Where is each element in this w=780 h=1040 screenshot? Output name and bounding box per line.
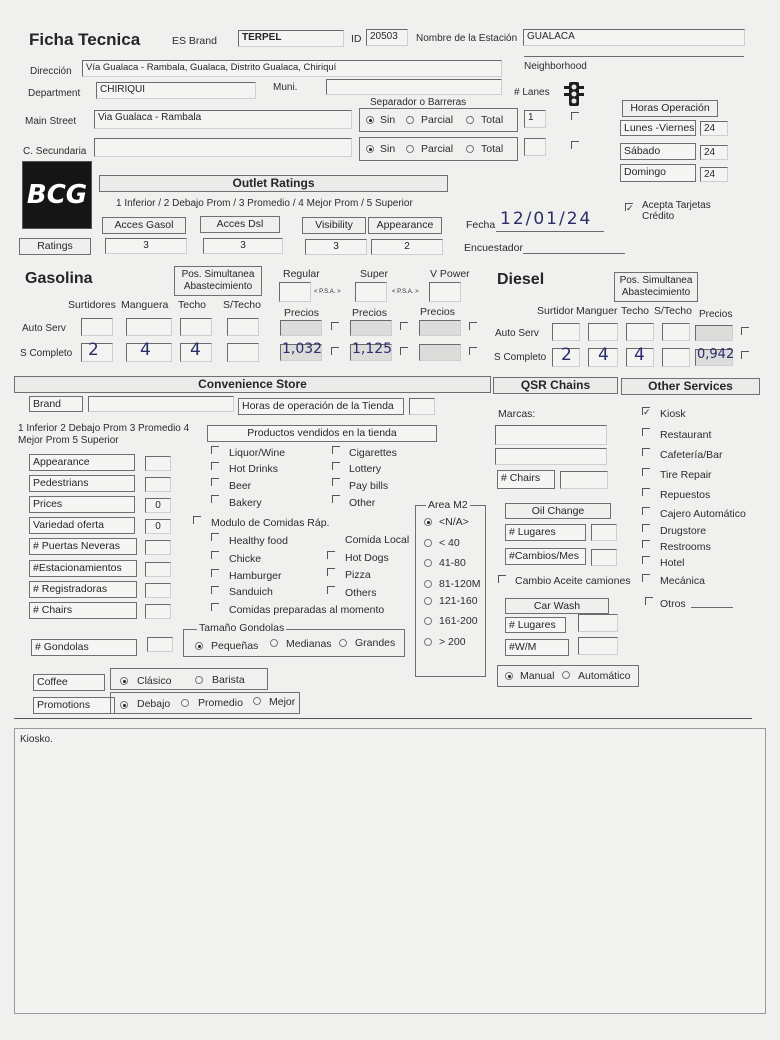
food-others-label: Others bbox=[345, 587, 377, 599]
service-restrooms-label: Restrooms bbox=[660, 541, 711, 553]
super-psa-box[interactable] bbox=[355, 282, 387, 302]
regular-psa-box[interactable] bbox=[279, 282, 311, 302]
food-hamburger-checkbox[interactable] bbox=[211, 569, 219, 577]
diesel-techo-label: Techo bbox=[621, 305, 650, 317]
product-beer-checkbox[interactable] bbox=[211, 478, 219, 486]
separator-1-parcial-radio[interactable] bbox=[406, 116, 414, 124]
regular-label: Regular bbox=[283, 268, 320, 280]
gas-completo-price-vpower[interactable] bbox=[419, 344, 461, 361]
food-preparadas-checkbox[interactable] bbox=[211, 603, 219, 611]
gas-auto-stecho[interactable] bbox=[227, 318, 259, 336]
coffee-label: Coffee bbox=[33, 674, 105, 691]
separator-1-sin-label: Sin bbox=[380, 114, 396, 126]
product-lottery-checkbox[interactable] bbox=[332, 462, 340, 470]
diesel-precios-label: Precios bbox=[699, 309, 733, 320]
diesel-auto-surtidor[interactable] bbox=[552, 323, 580, 341]
diesel-pos-simultanea-button[interactable]: Pos. Simultanea Abastecimiento bbox=[614, 272, 698, 302]
gondola-size-label: Tamaño Gondolas bbox=[199, 622, 285, 634]
diesel-auto-stecho[interactable] bbox=[662, 323, 690, 341]
product-paybills-label: Pay bills bbox=[349, 480, 389, 492]
visibility-field[interactable]: 3 bbox=[305, 239, 367, 255]
store-hours-label: Horas de operación de la Tienda bbox=[238, 398, 404, 415]
lanes-field-2[interactable] bbox=[524, 138, 546, 156]
gas-auto-price-super[interactable] bbox=[350, 320, 392, 336]
brand-field[interactable]: TERPEL bbox=[238, 30, 344, 47]
product-other-checkbox[interactable] bbox=[332, 495, 340, 503]
gas-pos-simultanea-button[interactable]: Pos. Simultanea Abastecimiento bbox=[174, 266, 262, 296]
product-lottery-label: Lottery bbox=[349, 463, 382, 475]
appearance-field[interactable]: 2 bbox=[371, 239, 443, 255]
product-bakery-label: Bakery bbox=[229, 497, 262, 509]
gas-auto-check-super[interactable] bbox=[400, 322, 408, 330]
food-chicke-label: Chicke bbox=[229, 553, 262, 565]
gas-completo-techo-value: 4 bbox=[190, 340, 201, 360]
promo-promedio-radio[interactable] bbox=[181, 699, 189, 707]
gas-price-regular-value: 1,032 bbox=[282, 341, 323, 357]
service-drugstore-checkbox[interactable] bbox=[642, 524, 650, 532]
encuestador-label: Encuestador bbox=[464, 242, 523, 254]
separator-2-parcial-label: Parcial bbox=[421, 143, 454, 155]
service-kiosk-checkbox[interactable]: ✓ bbox=[643, 407, 651, 417]
product-liquor-checkbox[interactable] bbox=[211, 446, 219, 454]
service-hotel-checkbox[interactable] bbox=[642, 556, 650, 564]
stecho-label: S/Techo bbox=[223, 299, 261, 311]
store-prices-label: Prices bbox=[29, 496, 135, 513]
gas-auto-techo[interactable] bbox=[180, 318, 212, 336]
id-field[interactable]: 20503 bbox=[366, 29, 408, 46]
store-appearance-field[interactable] bbox=[145, 456, 171, 471]
gas-completo-check-regular[interactable] bbox=[331, 347, 339, 355]
gas-completo-check-vpower[interactable] bbox=[469, 347, 477, 355]
gas-auto-serv-label: Auto Serv bbox=[22, 323, 66, 334]
service-tire-checkbox[interactable] bbox=[642, 468, 650, 476]
product-other-label: Other bbox=[349, 497, 376, 509]
store-puertas-field[interactable] bbox=[145, 540, 171, 555]
promotions-label: Promotions bbox=[33, 697, 115, 714]
service-otros-line bbox=[691, 607, 733, 608]
store-pedestrians-field[interactable] bbox=[145, 477, 171, 492]
service-repuestos-checkbox[interactable] bbox=[642, 488, 650, 496]
muni-label: Muni. bbox=[273, 82, 298, 93]
diesel-completo-surtidor-value: 2 bbox=[561, 345, 572, 365]
wash-lugares-label: # Lugares bbox=[505, 617, 566, 633]
gas-completo-surtidores-value: 2 bbox=[88, 340, 99, 360]
product-bakery-checkbox[interactable] bbox=[211, 495, 219, 503]
area-na-label: <N/A> bbox=[439, 516, 469, 528]
car-wash-button[interactable]: Car Wash bbox=[505, 598, 609, 614]
store-prices-field[interactable]: 0 bbox=[145, 498, 171, 513]
notes-text: Kiosko. bbox=[20, 734, 53, 745]
diesel-auto-price[interactable] bbox=[695, 325, 733, 341]
service-mecanica-label: Mecánica bbox=[660, 575, 705, 587]
sunday-hours-field[interactable]: 24 bbox=[700, 167, 728, 182]
service-cafeteria-label: Cafetería/Bar bbox=[660, 449, 723, 461]
ratings-button[interactable]: Ratings bbox=[19, 238, 91, 255]
area-na-radio[interactable] bbox=[424, 518, 432, 526]
diesel-s-completo-label: S Completo bbox=[494, 352, 547, 363]
gas-completo-check-super[interactable] bbox=[400, 347, 408, 355]
gas-auto-surtidores[interactable] bbox=[81, 318, 113, 336]
store-registradoras-label: # Registradoras bbox=[29, 581, 137, 598]
gas-auto-price-regular[interactable] bbox=[280, 320, 322, 336]
gas-completo-stecho[interactable] bbox=[227, 343, 259, 362]
marcas-field-2[interactable] bbox=[495, 448, 607, 465]
surtidores-label: Surtidores bbox=[68, 299, 116, 311]
cambio-aceite-label: Cambio Aceite camiones bbox=[515, 575, 631, 587]
separator-1-sin-radio[interactable] bbox=[366, 116, 374, 124]
wash-automatico-label: Automático bbox=[578, 670, 631, 682]
convenience-store-header: Convenience Store bbox=[14, 376, 491, 393]
product-hotdrinks-checkbox[interactable] bbox=[211, 462, 219, 470]
oil-lugares-field[interactable] bbox=[591, 524, 617, 541]
store-rating-scale: 1 Inferior 2 Debajo Prom 3 Promedio 4 Mejor Prom 5 Superior bbox=[18, 423, 190, 446]
lanes-label: # Lanes bbox=[514, 87, 550, 98]
store-pedestrians-label: Pedestrians bbox=[29, 475, 135, 492]
gondola-grandes-label: Grandes bbox=[355, 637, 396, 649]
super-label: Super bbox=[360, 268, 389, 280]
service-restaurant-checkbox[interactable] bbox=[642, 428, 650, 436]
gas-completo-manguera-value: 4 bbox=[140, 340, 151, 360]
diesel-auto-serv-label: Auto Serv bbox=[495, 328, 539, 339]
diesel-title: Diesel bbox=[497, 271, 545, 288]
food-others-checkbox[interactable] bbox=[327, 586, 335, 594]
brand-label: ES Brand bbox=[172, 35, 217, 47]
diesel-completo-check[interactable] bbox=[741, 351, 749, 359]
service-repuestos-label: Repuestos bbox=[660, 489, 711, 501]
fecha-handwritten[interactable]: 12/01/24 bbox=[500, 209, 593, 229]
service-drugstore-label: Drugstore bbox=[660, 525, 707, 537]
precios-label-1: Precios bbox=[284, 307, 320, 319]
store-puertas-label: # Puertas Neveras bbox=[29, 538, 137, 555]
manguera-label: Manguera bbox=[121, 299, 169, 311]
fecha-line bbox=[496, 231, 604, 232]
marcas-label: Marcas: bbox=[498, 408, 536, 420]
service-hotel-label: Hotel bbox=[660, 557, 685, 569]
product-hotdrinks-label: Hot Drinks bbox=[229, 463, 279, 475]
separator-1-parcial-label: Parcial bbox=[421, 114, 454, 126]
wash-automatico-radio[interactable] bbox=[562, 671, 570, 679]
gas-price-super-value: 1,125 bbox=[352, 341, 393, 357]
diesel-auto-check[interactable] bbox=[741, 327, 749, 335]
separator-1-total-radio[interactable] bbox=[466, 116, 474, 124]
diesel-stecho-label: S/Techo bbox=[654, 305, 692, 317]
products-label: Productos vendidos en la tienda bbox=[207, 425, 437, 442]
area-161-200-label: 161-200 bbox=[439, 615, 478, 627]
address-field[interactable]: Vía Gualaca - Rambala, Gualaca, Distrito Gualaca, Chiriquí bbox=[82, 60, 502, 77]
diesel-completo-stecho[interactable] bbox=[662, 348, 690, 367]
store-chairs-field[interactable] bbox=[145, 604, 171, 619]
food-hotdogs-label: Hot Dogs bbox=[345, 552, 389, 564]
gas-auto-manguera[interactable] bbox=[126, 318, 172, 336]
service-cafeteria-checkbox[interactable] bbox=[642, 448, 650, 456]
product-paybills-checkbox[interactable] bbox=[332, 478, 340, 486]
store-brand-label: Brand bbox=[29, 396, 83, 412]
bcg-logo bbox=[22, 161, 92, 229]
product-liquor-label: Liquor/Wine bbox=[229, 447, 286, 459]
modulo-comidas-label: Modulo de Comidas Ráp. bbox=[211, 517, 330, 529]
psa-label-2: < P.S.A. > bbox=[392, 289, 419, 295]
marcas-field-1[interactable] bbox=[495, 425, 607, 445]
food-healthy-checkbox[interactable] bbox=[211, 533, 219, 541]
bcg-logo-text: BCG bbox=[26, 180, 88, 210]
separator-1-total-label: Total bbox=[481, 114, 504, 126]
secondary-street-field[interactable] bbox=[94, 138, 352, 157]
coffee-clasico-label: Clásico bbox=[137, 675, 172, 687]
diesel-manguer-label: Manguer bbox=[576, 305, 618, 317]
encuestador-line bbox=[523, 253, 625, 254]
service-tire-label: Tire Repair bbox=[660, 469, 712, 481]
product-cigarettes-checkbox[interactable] bbox=[332, 446, 340, 454]
diesel-auto-manguer[interactable] bbox=[588, 323, 618, 341]
coffee-barista-radio[interactable] bbox=[195, 676, 203, 684]
service-otros-label: Otros bbox=[660, 598, 686, 610]
store-gondolas-label: # Gondolas bbox=[31, 639, 137, 656]
appearance-button[interactable]: Appearance bbox=[368, 217, 442, 234]
gas-auto-price-vpower[interactable] bbox=[419, 320, 461, 336]
gas-s-completo-label: S Completo bbox=[20, 348, 73, 359]
id-label: ID bbox=[351, 33, 362, 45]
food-hamburger-label: Hamburger bbox=[229, 570, 282, 582]
diesel-completo-manguer-value: 4 bbox=[598, 345, 609, 365]
store-hours-field[interactable] bbox=[409, 398, 435, 415]
hours-operation-button[interactable]: Horas Operación bbox=[622, 100, 718, 117]
service-kiosk-label: Kiosk bbox=[660, 408, 686, 420]
gondola-pequenas-label: Pequeñas bbox=[211, 640, 259, 652]
oil-cambios-field[interactable] bbox=[591, 549, 617, 566]
area-161-200-radio[interactable] bbox=[424, 617, 432, 625]
saturday-label: Sábado bbox=[620, 143, 696, 160]
acces-gasol-button[interactable]: Acces Gasol bbox=[102, 217, 186, 234]
area-41-80-label: 41-80 bbox=[439, 557, 466, 569]
service-cajero-label: Cajero Automático bbox=[660, 508, 746, 520]
outlet-ratings-header: Outlet Ratings bbox=[99, 175, 448, 192]
product-cigarettes-label: Cigarettes bbox=[349, 447, 397, 459]
vpower-psa-box[interactable] bbox=[429, 282, 461, 302]
techo-label: Techo bbox=[178, 299, 207, 311]
diesel-price-value: 0,942 bbox=[697, 347, 735, 362]
separator-2-parcial-radio[interactable] bbox=[406, 145, 414, 153]
store-appearance-label: Appearance bbox=[29, 454, 135, 471]
service-restaurant-label: Restaurant bbox=[660, 429, 712, 441]
food-sanduich-label: Sanduich bbox=[229, 586, 273, 598]
store-registradoras-field[interactable] bbox=[145, 583, 171, 598]
station-name-field[interactable]: GUALACA bbox=[523, 29, 745, 46]
gondola-pequenas-radio[interactable] bbox=[195, 642, 203, 650]
ratings-scale: 1 Inferior / 2 Debajo Prom / 3 Promedio / 4 Mejor Prom / 5 Superior bbox=[116, 198, 413, 209]
sunday-label: Domingo bbox=[620, 164, 696, 182]
modulo-comidas-checkbox[interactable] bbox=[193, 516, 201, 524]
precios-label-2: Precios bbox=[352, 307, 388, 319]
area-lt40-radio[interactable] bbox=[424, 539, 432, 547]
area-121-160-label: 121-160 bbox=[439, 595, 478, 607]
gondola-medianas-radio[interactable] bbox=[270, 639, 278, 647]
neighborhood-label: Neighborhood bbox=[524, 61, 587, 72]
weekdays-label: Lunes -Viernes bbox=[620, 120, 696, 136]
coffee-barista-label: Barista bbox=[212, 674, 245, 686]
wash-lugares-field[interactable] bbox=[578, 614, 618, 632]
food-pizza-checkbox[interactable] bbox=[327, 568, 335, 576]
traffic-light-icon bbox=[562, 80, 586, 108]
comida-local-label: Comida Local bbox=[345, 534, 410, 546]
fecha-label: Fecha bbox=[466, 219, 496, 231]
precios-label-3: Precios bbox=[420, 306, 456, 318]
area-gt200-label: > 200 bbox=[439, 636, 466, 648]
vpower-label: V Power bbox=[430, 268, 470, 280]
wash-wm-label: #W/M bbox=[505, 639, 569, 656]
area-label: Area M2 bbox=[428, 499, 468, 511]
credit-card-label: Acepta Tarjetas Crédito bbox=[642, 200, 711, 222]
main-street-label: Main Street bbox=[25, 116, 77, 127]
diesel-surtidor-label: Surtidor bbox=[537, 305, 574, 317]
area-lt40-label: < 40 bbox=[439, 537, 460, 549]
acces-gasol-field[interactable]: 3 bbox=[105, 238, 187, 254]
gondola-medianas-label: Medianas bbox=[286, 638, 332, 650]
lanes-field-1[interactable]: 1 bbox=[524, 110, 546, 128]
qsr-chairs-field[interactable] bbox=[560, 471, 608, 489]
food-preparadas-label: Comidas preparadas al momento bbox=[229, 604, 385, 616]
diesel-completo-techo-value: 4 bbox=[634, 345, 645, 365]
qsr-chairs-label: # Chairs bbox=[497, 470, 555, 489]
lanes-checkbox-1[interactable] bbox=[571, 112, 579, 120]
food-chicke-checkbox[interactable] bbox=[211, 551, 219, 559]
separator-2-sin-radio[interactable] bbox=[366, 145, 374, 153]
separator-label: Separador o Barreras bbox=[370, 97, 467, 108]
promo-promedio-label: Promedio bbox=[198, 697, 243, 709]
separator-2-total-label: Total bbox=[481, 143, 504, 155]
department-field[interactable]: CHIRIQUI bbox=[96, 82, 256, 99]
oil-lugares-label: # Lugares bbox=[505, 524, 586, 541]
diesel-auto-techo[interactable] bbox=[626, 323, 654, 341]
store-gondolas-field[interactable] bbox=[147, 637, 173, 652]
store-variedad-label: Variedad oferta bbox=[29, 517, 135, 534]
oil-cambios-label: #Cambios/Mes bbox=[505, 548, 586, 565]
promo-debajo-label: Debajo bbox=[137, 698, 171, 710]
saturday-hours-field[interactable]: 24 bbox=[700, 145, 728, 160]
main-street-field[interactable]: Via Gualaca - Rambala bbox=[94, 110, 352, 129]
gas-auto-check-regular[interactable] bbox=[331, 322, 339, 330]
store-estacionamientos-field[interactable] bbox=[145, 562, 171, 577]
gondola-grandes-radio[interactable] bbox=[339, 639, 347, 647]
notes-area[interactable] bbox=[14, 728, 766, 1014]
coffee-clasico-radio[interactable] bbox=[120, 677, 128, 685]
weekdays-hours-field[interactable]: 24 bbox=[700, 121, 728, 136]
service-cajero-checkbox[interactable] bbox=[642, 507, 650, 515]
secondary-street-label: C. Secundaria bbox=[23, 146, 87, 157]
product-beer-label: Beer bbox=[229, 480, 252, 492]
promo-mejor-radio[interactable] bbox=[253, 697, 261, 705]
gasolina-title: Gasolina bbox=[25, 270, 93, 287]
promo-debajo-radio[interactable] bbox=[120, 701, 128, 709]
area-gt200-radio[interactable] bbox=[424, 638, 432, 646]
store-chairs-label: # Chairs bbox=[29, 602, 137, 619]
department-label: Department bbox=[28, 88, 81, 99]
store-brand-field[interactable] bbox=[88, 396, 234, 412]
service-mecanica-checkbox[interactable] bbox=[642, 574, 650, 582]
separator-2-total-radio[interactable] bbox=[466, 145, 474, 153]
food-pizza-label: Pizza bbox=[345, 569, 371, 581]
qsr-chains-header: QSR Chains bbox=[493, 377, 618, 394]
area-41-80-radio[interactable] bbox=[424, 559, 432, 567]
notes-divider bbox=[14, 718, 752, 719]
wash-wm-field[interactable] bbox=[578, 637, 618, 655]
promo-mejor-label: Mejor bbox=[269, 696, 296, 708]
separator-2-sin-label: Sin bbox=[380, 143, 396, 155]
food-sanduich-checkbox[interactable] bbox=[211, 586, 219, 594]
gas-auto-check-vpower[interactable] bbox=[469, 322, 477, 330]
form-title: Ficha Tecnica bbox=[29, 30, 141, 49]
store-estacionamientos-label: #Estacionamientos bbox=[29, 560, 137, 577]
oil-change-button[interactable]: Oil Change bbox=[505, 503, 611, 519]
area-81-120-radio[interactable] bbox=[424, 580, 432, 588]
food-healthy-label: Healthy food bbox=[229, 535, 288, 547]
area-group bbox=[415, 505, 486, 677]
other-services-header: Other Services bbox=[621, 378, 760, 395]
acces-dsl-field[interactable]: 3 bbox=[203, 238, 283, 254]
lanes-checkbox-2[interactable] bbox=[571, 141, 579, 149]
service-restrooms-checkbox[interactable] bbox=[642, 540, 650, 548]
acces-dsl-button[interactable]: Acces Dsl bbox=[200, 216, 280, 233]
muni-field[interactable] bbox=[326, 79, 502, 95]
service-otros-checkbox[interactable] bbox=[645, 597, 653, 605]
area-121-160-radio[interactable] bbox=[424, 597, 432, 605]
neighborhood-line bbox=[524, 56, 744, 57]
store-variedad-field[interactable]: 0 bbox=[145, 519, 171, 534]
station-name-label: Nombre de la Estación bbox=[416, 33, 518, 44]
visibility-button[interactable]: Visibility bbox=[302, 217, 366, 234]
area-81-120-label: 81-120M bbox=[439, 578, 481, 590]
wash-manual-label: Manual bbox=[520, 670, 555, 682]
credit-card-checkbox[interactable]: ✓ bbox=[626, 203, 634, 213]
address-label: Dirección bbox=[30, 66, 72, 77]
cambio-aceite-checkbox[interactable] bbox=[498, 575, 506, 583]
psa-label-1: < P.S.A. > bbox=[314, 289, 341, 295]
food-hotdogs-checkbox[interactable] bbox=[327, 551, 335, 559]
wash-manual-radio[interactable] bbox=[505, 672, 513, 680]
